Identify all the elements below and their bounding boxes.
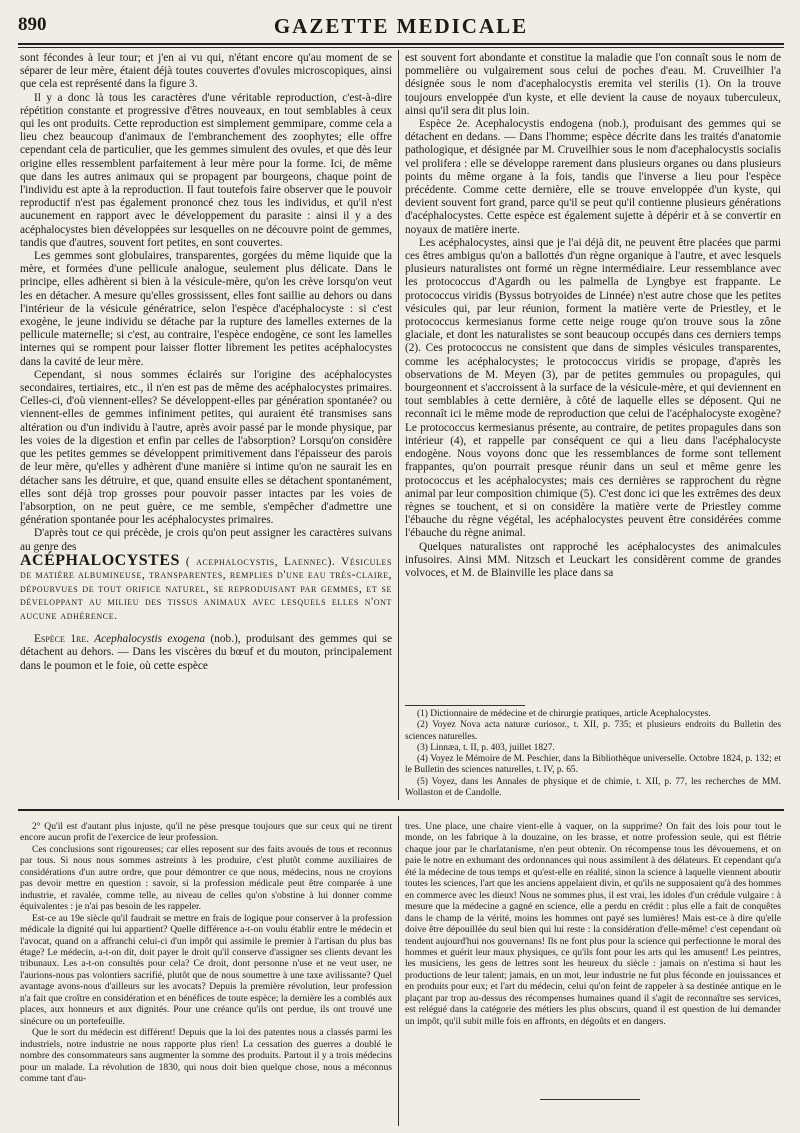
species-1-label: Espèce 1re. [34, 633, 90, 646]
feuilleton-left-column [20, 821, 392, 1084]
footnote-rule [405, 705, 525, 706]
paragraph: Espèce 2e. Acephalocystis endogena (nob.), produisant des gemmes qui se détachent en dedans. — Dans l'homme; espèce décrite dans les traités d'anatomie pathologique, et désignée par M. Cruveilhier sous le nom d'acephalocystis socialis vel prolifera : elle se développe rarement dans plusieurs organes ou dans plusieurs points du même organe à la fois, tandis que l'inverse a lieu pour l'espèce précédente. Comme cette dernière, elle se trouve enveloppée d'un kyste, qui devient souvent fort grand, parce qu'il se peut qu'il contienne plusieurs générations d'acéphalocystes. Cette espèce est également sujette à dépérir et à se convertir en noyaux de matière inerte. [405, 118, 781, 236]
page-number: 890 [18, 14, 47, 35]
paragraph: Est-ce au 19e siècle qu'il faudrait se mettre en frais de logique pour conserver à la profession médicale la dignité qui lui appartient? Quelle différence a-t-on voulu établir entre le médecin et l'avocat, quand on a affranchi celui-ci d'un impôt qui assimile le premier à l'artisan du plus bas étage? Le médecin, a-t-on dit, doit payer le droit qu'il conserve d'assigner ses clients devant les tribunaux. Les a-t-on consultés pour cela? Ce droit, dont personne n'use et ne veut user, ne l'aurions-nous pas volontiers sacrifié, plutôt que de nous soumettre à une taxe avilissante? Quel avantage avons-nous d'ailleurs sur les avocats? Depuis la première révolution, leur profession n'a fait que croître en considération et en bénéfices de toute espèce; la dernière les a comblés aux places, aux honneurs et aux dignités. Pour une créance qu'ils ont perdue, ils ont trouvé une sinécure ou un portefeuille. [20, 912, 392, 1027]
column-divider [398, 50, 399, 800]
header-rule [18, 43, 784, 45]
left-column [20, 52, 392, 673]
species-1-name: Acephalocystis exogena [89, 633, 206, 646]
header-rule-thin [18, 47, 784, 48]
footnote: (1) Dictionnaire de médecine et de chirurgie pratiques, article Acephalocystes. [417, 709, 711, 719]
paragraph: Ces conclusions sont rigoureuses; car elles reposent sur des faits avoués de tous et reconnus par tous. Si nous nous sommes astreints à les produire, c'est plutôt comme auxiliaires de considérations d'un autre ordre, que pour démontrer ce que nous, médecins, nous ne croyions pas devoir mettre en question : savoir, si la profession médicale peut être comparée à une industrie, et ravalée, comme telle, au niveau de celles qu'on s'obstine à lui donner comme équivalentes : je n'ai pas besoin de les rappeler. [20, 843, 392, 913]
right-column [405, 52, 781, 580]
paragraph: D'après tout ce qui précède, je crois qu'on peut assigner les caractères suivans au genre des [20, 527, 392, 553]
species-1-text: (nob.), produisant des gemmes qui se détachent au dehors. — Dans les viscères du bœuf et du mouton, principalement dans le poumon et le foie, où cette espèce [20, 633, 392, 672]
feuilleton-divider [398, 816, 399, 1126]
paragraph: sont fécondes à leur tour; et j'en ai vu qui, n'étant encore qu'au moment de se séparer de leur mère, étaient déjà toutes couvertes d'ovules microscopiques, ainsi que cela est représenté dans la figure 3. [20, 52, 392, 91]
footnote: (3) Linnæa, t. II, p. 403, juillet 1827. [417, 742, 555, 753]
paragraph: Les gemmes sont globulaires, transparentes, gorgées du même liquide que la mère, et formées d'une pellicule analogue, seulement plus délicate. Dans le principe, elles adhèrent si bien à la vésicule-mère, qu'on les crève lorsqu'on veut les en détacher. A mesure qu'elles grossissent, elles font saillie au dehors ou dans l'intérieur de la vésicule génératrice, selon l'espèce d'acéphalocyste : si c'est exogène, le jeune individu se détache par la rupture des lamelles externes de la pellicule maternelle; si c'est, au contraire, l'espèce endogène, ce sont les lamelles internes qui se rompent pour laisser flotter librement les petites acéphalocystes dans la cavité de leur mère. [20, 250, 392, 368]
genus-name: ACÉPHALOCYSTES [20, 551, 180, 569]
footnote: (5) Voyez, dans les Annales de physique et de chimie, t. XII, p. 77, les recherches de MM. Wollaston et de Candolle. [405, 776, 781, 799]
paragraph: Quelques naturalistes ont rapproché les acéphalocystes des animalcules infusoires. Ainsi MM. Nitzsch et Leuckart les considèrent comme de grandes volvoces, et M. de Blainville les place dans sa [405, 540, 781, 579]
feuilleton-rule [18, 809, 784, 811]
genus-paren: ( acephalocystis, Laennec). [179, 555, 342, 568]
footnote: (4) Voyez le Mémoire de M. Peschier, dans la Bibliothèque universelle. Octobre 1824, p. 132; et le Bulletin des sciences naturelles, t. IV, p. 65. [405, 754, 781, 776]
feuilleton-end-rule [540, 1099, 640, 1100]
feuilleton-right-column [405, 821, 781, 1027]
footnote: (2) Voyez Nova acta naturæ curiosor., t. XII, p. 735; et plusieurs endroits du Bulletin des sciences naturelles. [405, 720, 781, 742]
footnotes [405, 709, 781, 799]
paragraph: est souvent fort abondante et constitue la maladie que l'on connaît sous le nom de pommelière ou vulgairement sous celui de poches d'eau. M. Cruveilhier l'a désignée sous le nom d'acephalocystis eremita vel sterilis (1). On la trouve toujours enveloppée d'un kyste, et elle devient la cause de noyaux tuberculeux, ainsi qu'il sera dit plus loin. [405, 52, 781, 117]
paragraph: Cependant, si nous sommes éclairés sur l'origine des acéphalocystes secondaires, tertiaires, etc., il n'en est pas de même des acéphalocystes primaires. Celles-ci, d'où viennent-elles? Se développent-elles par génération spontanée? ou viennent-elles de gemmes infiniment petites, qui auraient été transmises sans altération ou d'un individu à l'autre, après avoir passé par le monde physique, par les voies de la digestion et enfin par celles de l'absorption? Lorsqu'on considère que les petites gemmes se développent primitivement dans l'épaisseur des parois de leur mère, qu'elles y adhèrent d'une manière si intime qu'on ne saurait les en détacher sans les détruire, et que, quand ensuite elles se détachent spontanément, elles sont déjà trop grosses pour pouvoir passer intactes par les voies de l'absorption, on ne peut guère, ce me semble, s'empêcher d'admettre une génération spontanée pour les acéphalocystes primaires. [20, 368, 392, 527]
genus-def-text: Vésicules de matière albumineuse, transparentes, remplies d'une eau très-claire, dépourvues de tout orifice naturel, se reproduisant par gemmes, et se développant au milieu des tissus animaux avec lesquels elles n'ont aucune adhérence. [20, 555, 392, 622]
paragraph: tres. Une place, une chaire vient-elle à vaquer, on la supprime? On fait des lois pour tout le monde, on les fabrique à la douzaine, on les brasse, et notre profession seule, qui est flétrie chaque jour par le charlatanisme, n'en peut obtenir. On récompense tous les dévouemens, et on paie le notre en exhumant des ordonnances qui nous assimilent à des délateurs. Et cependant qu'a été la médecine de tous temps et qu'est-elle en réalité, sinon la science à laquelle viennent aboutir toutes les sciences, l'art que les anciens appelaient divin, et qu'ils ne supposaient qu'à des hommes en commerce avec les dieux! Nous ne sommes plus, il est vrai, les idoles d'un crédule vulgaire : à mesure que la médecine a gagné en science, elle a perdu en crédit : plus elle a fait de conquêtes dans le champ de la vérité, moins les hommes ont payé ses lumières! Mais est-ce à dire qu'elle doive être dépouillée du seul bien qui lui reste : la considération d'elle-même! c'est cependant où tendent aujourd'hui nos gouvernans! Ils ne font plus pour la science qui perfectionne le moral des hommes et guérit leur maux physiques, ce qu'ils font pour les arts qui les amusent! Les peintres, les musiciens, les gens de lettres sont les heureux du siècle : jamais on n'estima si haut les productions de leur talent; jamais, en un mot, leur industrie ne fut plus féconde en jouissances et en produits pour eux; et l'art du médecin, celui qu'on feint de rappeler à sa destinée antique en le plaçant par trop au-dessus des récompenses humaines quand il s'agit de reconnaître ses services, est relégué dans la catégorie des métiers les plus obscurs, quand il est question de lui demander un impôt, qu'il subit mille fois en affronts, en dégoûts et en dangers. [405, 821, 781, 1027]
page-header [18, 14, 784, 44]
species-1 [20, 633, 392, 673]
paragraph: Que le sort du médecin est différent! Depuis que la loi des patentes nous a classés parmi les industriels, notre industrie ne nous rapporte plus rien! La cessation des guerres a doublé le nombre des consommateurs sans augmenter la somme des produits. Partout il y a trois médecins pour un malade. La révolution de 1830, qui nous doit bien quelque chose, nous a méconnus comme tant d'au- [20, 1027, 392, 1084]
genus-definition [20, 551, 392, 624]
paragraph: Les acéphalocystes, ainsi que je l'ai déjà dit, ne peuvent être placées que parmi ces êtres ambigus qu'on a ballottés d'un règne organique à l'autre, et avec lesquels plusieurs naturalistes ont formé un règne intermédiaire. Leur ressemblance avec les protococcus d'Agardh ou les palmella de Lyngbye est frappante. Le protococcus viridis (Byssus botryoides de Linnée) n'est autre chose que les petites vésicules qui, par leur réunion, forment la matière verte de Priestley, et le protococcus kermesianus forme cette neige rouge qu'on trouve sous la zône glaciale, et dont les naturalistes se sont beaucoup occupés dans ces derniers temps (2). Ces protococcus ne consistent que dans de simples vésicules transparentes, comme les acéphalocystes; le protococcus viridis se propage, d'après les observations de M. Meyen (3), par de petites gemmules ou propagules, qui bourgeonnent et s'accroissent à la surface de la vésicule-mère, et qui deviennent en tout semblables à cette dernière, à côté de laquelle elles se déposent. Qui ne reconnaît ici le même mode de reproduction que celui de l'acéphalocyste exogène? Le protococcus kermesianus présente, au contraire, de petites propagules dans son intérieur (4), et rappelle par conséquent ce qui a lieu dans l'acéphalocyste endogène. Nous voyons donc que les ressemblances de forme sont tellement frappantes, qu'on pourrait presque réunir dans un seul et même genre les protococcus et les acéphalocystes; mais ces dernières se rapprochent du règne animal par leur composition chimique (5). C'est donc ici que les extrêmes des deux règnes se touchent, et si on considère la matière verte de Priestley comme l'ébauche du règne végétal, les acéphalocystes peuvent être considérées comme l'ébauche du règne animal. [405, 236, 781, 540]
paragraph: 2° Qu'il est d'autant plus injuste, qu'il ne pèse presque toujours que sur ceux qui ne tirent encore aucun profit de l'exercice de leur profession. [20, 821, 392, 844]
journal-title: GAZETTE MEDICALE [273, 14, 529, 38]
paragraph: Il y a donc là tous les caractères d'une véritable reproduction, c'est-à-dire répétition constante et progressive d'êtres nouveaux, en tout semblables à ceux qui les ont produits. Cette reproduction est simplement gemmipare, comme cela a lieu chez beaucoup d'animaux de l'embranchement des zoophytes; elle offre cependant cela de particulier, que les gemmes simulent des ovules, et que dès leur origine elles ressemblent parfaitement à leur mère pour la forme. Ici, de même que dans les autres animaux qui se propagent par bourgeons, chaque point de l'individu est apte à la reproduction. Il faut toutefois faire observer que le pouvoir reproductif n'est pas également prononcé chez tous les individus, et qu'il n'est aucunement en rapport avec le développement du parasite : ainsi il y a des acéphalocystes bien développées sur lesquelles on ne découvre point de gemmes, tandis que d'autres, souvent fort petites, en sont couvertes. [20, 91, 392, 249]
